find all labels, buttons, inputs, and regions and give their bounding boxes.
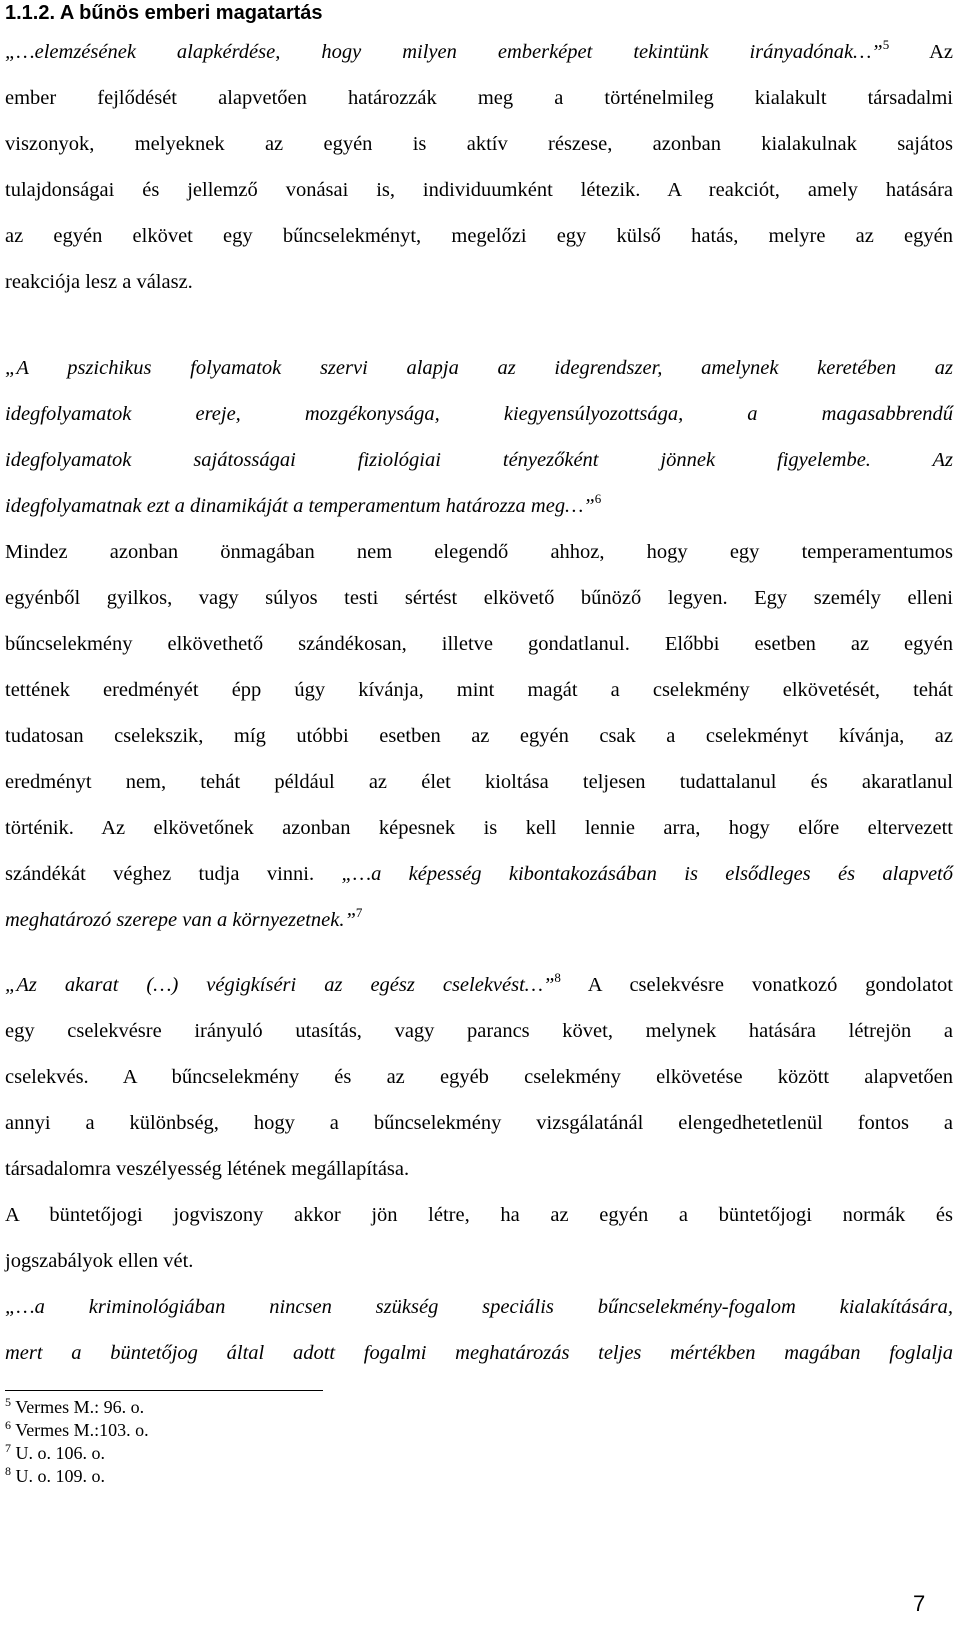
- footnote-number: 6: [5, 1418, 11, 1432]
- text-line: tettének eredményét épp úgy kívánja, mint magát a cselekmény elkövetését, tehát: [5, 679, 953, 701]
- quote-text: idegfolyamatnak ezt a dinamikáját a temperamentum határozza meg…”: [5, 495, 595, 517]
- footnote-ref: 7: [355, 905, 363, 920]
- text-line: eredményt nem, tehát például az élet kioltása teljesen tudattalanul és akaratlanul: [5, 771, 953, 793]
- paragraph-2: [5, 345, 953, 943]
- text-segment: Az: [889, 41, 953, 63]
- text-line: egyénből gyilkos, vagy súlyos testi sértést elkövető bűnöző legyen. Egy személy elleni: [5, 587, 953, 609]
- text-line: [5, 483, 953, 529]
- footnote-ref: 8: [554, 970, 561, 985]
- text-line: [5, 962, 953, 1008]
- page-number: 7: [913, 1591, 926, 1616]
- text-line: viszonyok, melyeknek az egyén is aktív részese, azonban kialakulnak sajátos: [5, 133, 953, 155]
- text-line: tudatosan cselekszik, míg utóbbi esetben az egyén csak a cselekményt kívánja, az: [5, 725, 953, 747]
- footnote-number: 5: [5, 1395, 11, 1409]
- footnote-list: [5, 1396, 149, 1488]
- footnote-text: Vermes M.: 96. o.: [15, 1397, 145, 1417]
- text-line: reakciója lesz a válasz.: [5, 271, 193, 293]
- quote-line: mert a büntetőjog által adott fogalmi meghatározás teljes mértékben magában foglalja: [5, 1342, 953, 1364]
- paragraph-1: [5, 29, 953, 305]
- text-line: [5, 897, 953, 943]
- quote-line: „A pszichikus folyamatok szervi alapja az idegrendszer, amelynek keretében az: [5, 357, 953, 379]
- quote-text: meghatározó szerepe van a környezetnek.”: [5, 909, 356, 931]
- quote-line: „…a kriminológiában nincsen szükség speciális bűncselekmény-fogalom kialakítására,: [5, 1296, 953, 1318]
- text-line: annyi a különbség, hogy a bűncselekmény vizsgálatánál elengedhetetlenül fontos a: [5, 1112, 953, 1134]
- footnote-number: 8: [5, 1464, 11, 1478]
- section-heading: 1.1.2. A bűnös emberi magatartás: [5, 2, 323, 24]
- footnote-text: U. o. 109. o.: [15, 1466, 105, 1486]
- footnote: [5, 1465, 149, 1488]
- footnote: [5, 1419, 149, 1442]
- footnote: [5, 1396, 149, 1419]
- footnote-ref: 5: [882, 37, 890, 52]
- text-line: történik. Az elkövetőnek azonban képesnek is kell lennie arra, hogy előre eltervezett: [5, 817, 953, 839]
- footnote-separator: [5, 1390, 323, 1391]
- footnote-ref: 6: [594, 491, 602, 506]
- footnote: [5, 1442, 149, 1465]
- text-line: [5, 851, 953, 897]
- quote-text: „…a képesség kibontakozásában is elsődleges és alapvető: [341, 863, 953, 885]
- text-line: [5, 29, 953, 75]
- footnote-text: U. o. 106. o.: [15, 1443, 105, 1463]
- text-line: Mindez azonban önmagában nem elegendő ahhoz, hogy egy temperamentumos: [5, 541, 953, 563]
- quote-text: „…elemzésének alapkérdése, hogy milyen emberképet tekintünk irányadónak…”: [5, 41, 883, 63]
- text-line: jogszabályok ellen vét.: [5, 1250, 194, 1272]
- text-line: az egyén elkövet egy bűncselekményt, megelőzi egy külső hatás, melyre az egyén: [5, 225, 953, 247]
- text-line: társadalomra veszélyesség létének megállapítása.: [5, 1158, 410, 1180]
- paragraph-3: [5, 962, 953, 1376]
- text-line: egy cselekvésre irányuló utasítás, vagy parancs követ, melynek hatására létrejön a: [5, 1020, 953, 1042]
- text-line: cselekvés. A bűncselekmény és az egyéb cselekmény elkövetése között alapvetően: [5, 1066, 953, 1088]
- text-line: bűncselekmény elkövethető szándékosan, illetve gondatlanul. Előbbi esetben az egyén: [5, 633, 953, 655]
- text-segment: A cselekvésre vonatkozó gondolatot: [560, 974, 953, 996]
- text-line: tulajdonságai és jellemző vonásai is, individuumként létezik. A reakciót, amely hatására: [5, 179, 953, 201]
- quote-line: idegfolyamatok sajátosságai fiziológiai tényezőként jönnek figyelembe. Az: [5, 449, 953, 471]
- text-line: ember fejlődését alapvetően határozzák meg a történelmileg kialakult társadalmi: [5, 87, 953, 109]
- footnote-text: Vermes M.:103. o.: [15, 1420, 149, 1440]
- footnote-number: 7: [5, 1441, 11, 1455]
- text-line: A büntetőjogi jogviszony akkor jön létre, ha az egyén a büntetőjogi normák és: [5, 1204, 953, 1226]
- text-segment: szándékát véghez tudja vinni.: [5, 863, 342, 885]
- quote-line: idegfolyamatok ereje, mozgékonysága, kiegyensúlyozottsága, a magasabbrendű: [5, 403, 953, 425]
- quote-text: „Az akarat (…) végigkíséri az egész cselekvést…”: [5, 974, 555, 996]
